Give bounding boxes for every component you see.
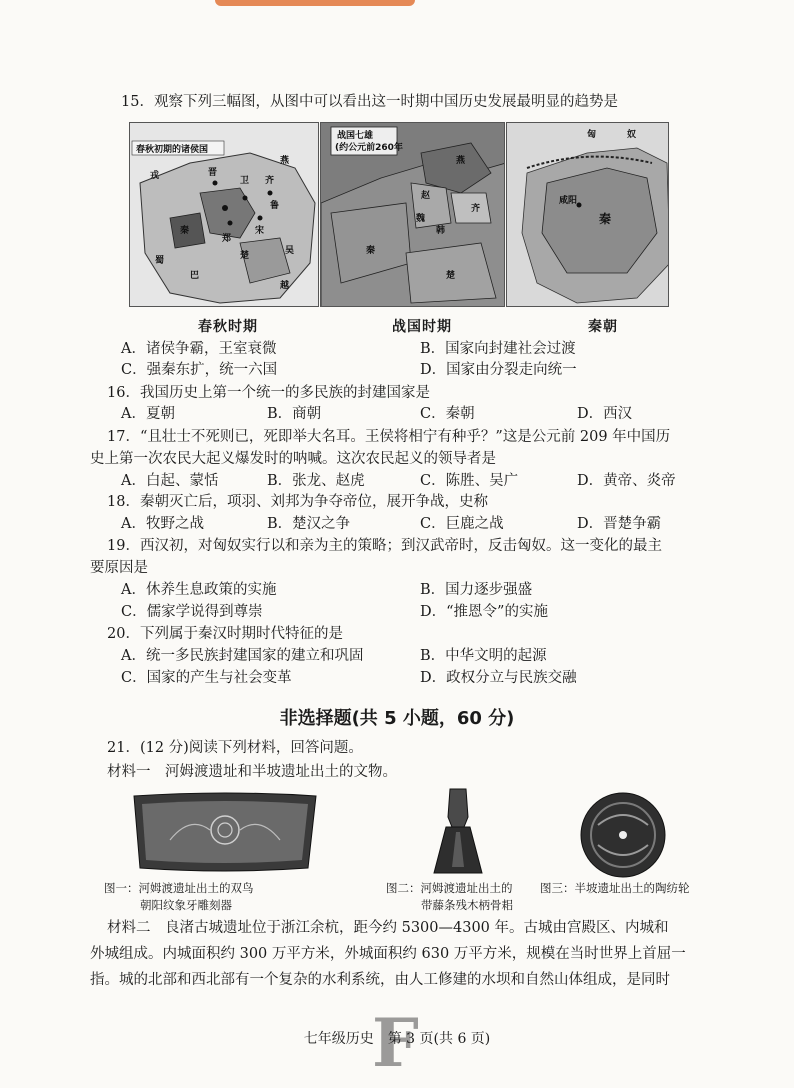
q18-option-d: D．晋楚争霸 bbox=[577, 516, 662, 532]
q17-stem-line1: 17．“且壮士不死则已，死即举大名耳。王侯将相宁有种乎？”这是公元前 209 年中国历 bbox=[107, 429, 671, 445]
q21-material1: 材料一 河姆渡遗址和半坡遗址出土的文物。 bbox=[107, 764, 397, 780]
map1-label-0: 晋 bbox=[208, 168, 218, 178]
map2-label-5: 秦 bbox=[366, 246, 376, 256]
q16-option-a: A．夏朝 bbox=[121, 406, 175, 422]
map1-label-10: 燕 bbox=[280, 156, 290, 166]
q17-option-a: A．白起、蒙恬 bbox=[121, 473, 219, 489]
map3-label-3: 咸阳 bbox=[559, 196, 578, 206]
map1-label-9: 蜀 bbox=[155, 256, 165, 266]
q15-option-c: C．强秦东扩，统一六国 bbox=[121, 362, 278, 378]
top-color-mark bbox=[215, 0, 415, 6]
map2-label-4: 韩 bbox=[436, 226, 446, 236]
q16-option-c: C．秦朝 bbox=[420, 406, 475, 422]
q18-option-a: A．牧野之战 bbox=[121, 516, 204, 532]
map2-label-2: 齐 bbox=[471, 204, 481, 214]
fig1-caption-line2: 朝阳纹象牙雕刻器 bbox=[140, 898, 232, 912]
q19-option-b: B．国力逐步强盛 bbox=[420, 582, 533, 598]
q20-option-c: C．国家的产生与社会变革 bbox=[121, 670, 292, 686]
artifact-ivory-carving-image bbox=[130, 790, 320, 875]
q19-stem-line2: 要原因是 bbox=[90, 560, 148, 576]
map1-label-2: 鲁 bbox=[270, 201, 280, 211]
q19-stem-line1: 19．西汉初，对匈奴实行以和亲为主的策略；到汉武帝时，反击匈奴。这一变化的最主 bbox=[107, 538, 662, 554]
q16-option-d: D．西汉 bbox=[577, 406, 633, 422]
map1-inset-title: 春秋初期的诸侯国 bbox=[136, 145, 209, 155]
q21-material2-line2: 外城组成。内城面积约 300 万平方米，外城面积约 630 万平方米，规模在当时世界上首屈一 bbox=[90, 946, 686, 962]
artifact-bone-spade bbox=[428, 787, 488, 881]
q18-stem: 18．秦朝灭亡后，项羽、刘邦为争夺帝位，展开争战，史称 bbox=[107, 494, 488, 510]
fig2-caption-line1: 图二：河姆渡遗址出土的 bbox=[386, 881, 513, 895]
map1-label-4: 楚 bbox=[240, 251, 250, 261]
map-warring-states-image bbox=[321, 123, 505, 307]
q18-option-c: C．巨鹿之战 bbox=[420, 516, 504, 532]
map2-inset-line2: (约公元前260年 bbox=[335, 143, 403, 153]
map1-label-8: 巴 bbox=[190, 271, 200, 281]
q17-option-c: C．陈胜、吴广 bbox=[420, 473, 519, 489]
q19-option-c: C．儒家学说得到尊崇 bbox=[121, 604, 263, 620]
map2-label-6: 楚 bbox=[446, 271, 456, 281]
map1-caption: 春秋时期 bbox=[198, 319, 258, 335]
map-qin bbox=[506, 122, 669, 307]
q20-option-d: D．政权分立与民族交融 bbox=[420, 670, 577, 686]
map1-label-5: 吴 bbox=[285, 246, 295, 256]
map1-label-7: 戎 bbox=[150, 171, 160, 181]
q21-material2-line3: 指。城的北部和西北部有一个复杂的水利系统，由人工修建的水坝和自然山体组成，是同时 bbox=[90, 972, 670, 988]
map-warring-states bbox=[320, 122, 505, 307]
page-footer: 七年级历史 第 3 页(共 6 页) bbox=[303, 1031, 491, 1047]
q16-option-b: B．商朝 bbox=[267, 406, 322, 422]
map2-caption: 战国时期 bbox=[392, 319, 452, 335]
q20-stem: 20．下列属于秦汉时期时代特征的是 bbox=[107, 626, 343, 642]
map1-label-6: 越 bbox=[280, 281, 290, 291]
q19-option-a: A．休养生息政策的实施 bbox=[121, 582, 277, 598]
fig2-caption-line2: 带藤条残木柄骨耜 bbox=[421, 898, 513, 912]
q15-option-a: A．诸侯争霸，王室衰微 bbox=[121, 341, 277, 357]
map-spring-autumn-image bbox=[130, 123, 319, 307]
section-title: 非选择题(共 5 小题，60 分) bbox=[279, 708, 515, 729]
map3-label-1: 奴 bbox=[627, 130, 637, 140]
q16-stem: 16．我国历史上第一个统一的多民族的封建国家是 bbox=[107, 385, 430, 401]
q18-option-b: B．楚汉之争 bbox=[267, 516, 351, 532]
artifact-bone-spade-image bbox=[428, 787, 488, 877]
fig3-caption-line1: 图三：半坡遗址出土的陶纺轮 bbox=[540, 881, 690, 895]
fig1-caption-line1: 图一：河姆渡遗址出土的双鸟 bbox=[104, 881, 254, 895]
map1-label-11: 卫 bbox=[240, 176, 250, 186]
q15-option-d: D．国家由分裂走向统一 bbox=[420, 362, 577, 378]
stamp-letter: F bbox=[372, 1004, 419, 1082]
q15-option-b: B．国家向封建社会过渡 bbox=[420, 341, 576, 357]
q17-option-d: D．黄帝、炎帝 bbox=[577, 473, 676, 489]
map1-label-3: 秦 bbox=[180, 226, 190, 236]
map2-label-1: 赵 bbox=[421, 191, 431, 201]
q21-stem: 21．(12 分)阅读下列材料，回答问题。 bbox=[107, 740, 363, 756]
q17-stem-line2: 史上第一次农民大起义爆发时的呐喊。这次农民起义的领导者是 bbox=[90, 451, 496, 467]
map-spring-autumn bbox=[129, 122, 319, 307]
q20-option-a: A．统一多民族封建国家的建立和巩固 bbox=[121, 648, 364, 664]
q15-stem: 15．观察下列三幅图，从图中可以看出这一时期中国历史发展最明显的趋势是 bbox=[121, 94, 618, 110]
map3-label-2: 秦 bbox=[599, 212, 612, 226]
map3-label-0: 匈 bbox=[587, 130, 597, 140]
q20-option-b: B．中华文明的起源 bbox=[420, 648, 547, 664]
map1-label-12: 宋 bbox=[255, 226, 265, 236]
artifact-ivory-carving bbox=[130, 790, 320, 879]
map1-label-1: 齐 bbox=[265, 176, 275, 186]
q17-option-b: B．张龙、赵虎 bbox=[267, 473, 365, 489]
map2-inset-line1: 战国七雄 bbox=[337, 131, 374, 141]
q21-material2-line1: 材料二 良渚古城遗址位于浙江余杭，距今约 5300—4300 年。古城由宫殿区、内城和 bbox=[107, 920, 669, 936]
q15-maps bbox=[129, 122, 669, 307]
map3-caption: 秦朝 bbox=[588, 319, 618, 335]
map1-label-13: 郑 bbox=[222, 234, 232, 244]
artifact-spindle-whorl-image bbox=[578, 790, 668, 880]
map2-label-3: 魏 bbox=[416, 214, 426, 224]
map-qin-image bbox=[507, 123, 669, 307]
map2-label-0: 燕 bbox=[456, 156, 466, 166]
q19-option-d: D．“推恩令”的实施 bbox=[420, 604, 548, 620]
artifact-spindle-whorl bbox=[578, 790, 668, 884]
